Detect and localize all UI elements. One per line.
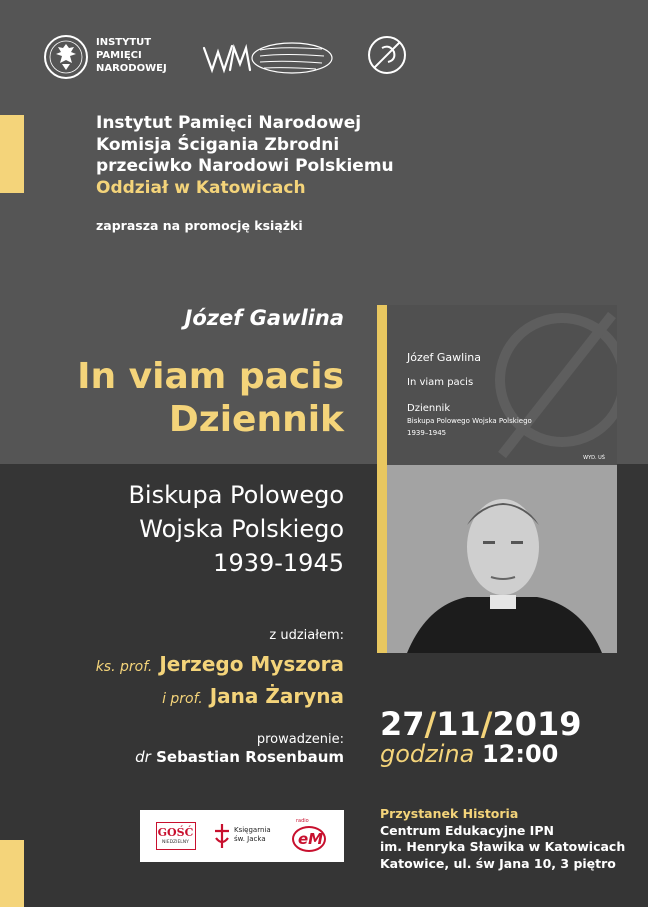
book-subtitle-line: 1939-1945: [213, 549, 344, 577]
monogram-logo: [366, 34, 408, 80]
organizer-line: Instytut Pamięci Narodowej: [96, 113, 362, 133]
participant-1-name: Jerzego Myszora: [159, 652, 344, 676]
book-subtitle-line: Biskupa Polowego: [128, 481, 344, 509]
ipn-eagle-logo: [43, 34, 89, 84]
book-subtitle: [128, 478, 344, 580]
venue-line: Centrum Edukacyjne IPN: [380, 822, 554, 838]
accent-bar-bottom: [0, 840, 24, 907]
event-date: [380, 705, 582, 743]
cover-author: Józef Gawlina: [407, 351, 481, 364]
event-month: 11: [436, 705, 481, 743]
moderator-label: prowadzenie:: [256, 732, 344, 747]
event-time: [380, 740, 558, 768]
organizer-line: przeciwko Narodowi Polskiemu: [96, 156, 394, 176]
invitation-text: zaprasza na promocję książki: [96, 218, 303, 233]
moderator-name: Sebastian Rosenbaum: [156, 748, 344, 766]
book-title-line: In viam pacis: [77, 356, 344, 397]
book-title-line: Dziennik: [168, 399, 344, 440]
gosc-niedzielny-logo: GOŚĆ NIEDZIELNY: [156, 822, 196, 850]
ksiegarnia-text: Księgarnia św. Jacka: [234, 826, 271, 843]
date-separator: /: [480, 705, 493, 743]
venue-line: Katowice, ul. św Jana 10, 3 piętro: [380, 855, 616, 871]
event-time-label: godzina: [380, 740, 475, 768]
cover-subtitle-2: Biskupa Polowego Wojska Polskiego: [407, 417, 532, 425]
participation-label: z udziałem:: [269, 628, 344, 643]
book-cover: [377, 305, 617, 653]
event-year: 2019: [492, 705, 582, 743]
radio-em-logo: radio eM: [290, 818, 332, 854]
ipn-logo-text: [96, 36, 167, 75]
author-portrait: [387, 465, 617, 653]
event-time-value: 12:00: [481, 740, 559, 768]
ipn-logo-line: PAMIĘCI: [96, 50, 142, 61]
participant-2: [162, 684, 344, 708]
accent-bar-top: [0, 115, 24, 193]
participant-2-prefix: i prof.: [162, 691, 203, 707]
organizer-line: Komisja Ścigania Zbrodni: [96, 134, 340, 155]
cover-publisher: WYD. UŚ: [583, 455, 605, 461]
ipn-logo-line: INSTYTUT: [96, 37, 152, 48]
organizer-block: [96, 113, 394, 199]
book-spine: [377, 305, 387, 653]
book-author: Józef Gawlina: [184, 306, 344, 330]
event-day: 27: [380, 705, 425, 743]
moderator-prefix: dr: [135, 748, 151, 766]
cover-title: In viam pacis: [407, 377, 474, 388]
moderator: [135, 748, 344, 766]
participant-1: [96, 652, 344, 676]
participant-1-prefix: ks. prof.: [95, 659, 153, 675]
book-cover-top: [387, 305, 617, 465]
book-subtitle-line: Wojska Polskiego: [139, 515, 344, 543]
cover-subtitle: Dziennik: [407, 403, 451, 414]
book-title: [77, 355, 344, 441]
venue-block: [380, 806, 625, 872]
date-separator: /: [424, 705, 437, 743]
sponsors-panel: [140, 810, 344, 862]
participant-2-name: Jana Żaryna: [209, 684, 344, 708]
ksiegarnia-logo: [212, 822, 232, 854]
venue-name: Przystanek Historia: [380, 806, 519, 821]
ipn-logo-line: NARODOWEJ: [96, 63, 167, 74]
cover-years: 1939–1945: [407, 429, 447, 437]
venue-line: im. Henryka Sławika w Katowicach: [380, 839, 626, 854]
foundation-logo: [200, 38, 334, 82]
branch-name: Oddział w Katowicach: [96, 177, 306, 198]
